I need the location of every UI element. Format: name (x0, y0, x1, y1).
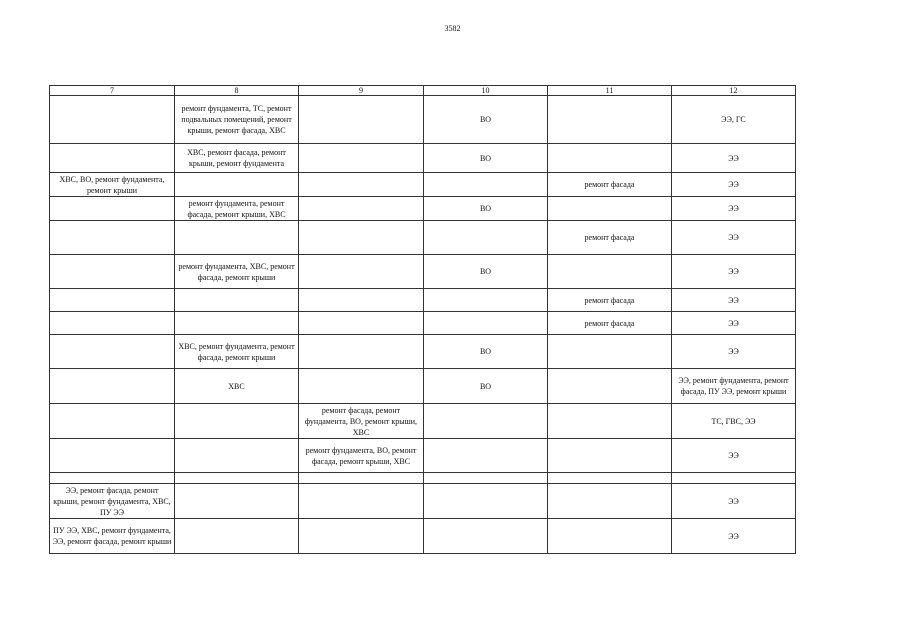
table-cell: ЭЭ (672, 519, 796, 554)
table-cell (299, 369, 424, 404)
table-cell (175, 221, 299, 255)
table-cell (424, 173, 548, 197)
table-cell (175, 404, 299, 439)
table-cell: ЭЭ (672, 197, 796, 221)
table-cell (50, 335, 175, 369)
table-row (50, 173, 796, 197)
table-cell: ПУ ЭЭ, ХВС, ремонт фундамента, ЭЭ, ремонт фасада, ремонт крыши (50, 519, 175, 554)
column-header: 8 (175, 86, 299, 96)
table-cell: ЭЭ (672, 289, 796, 312)
table-cell: ремонт фасада (548, 173, 672, 197)
table-row (50, 221, 796, 255)
table-cell (175, 173, 299, 197)
table-cell (299, 255, 424, 289)
register-table (49, 85, 796, 554)
column-header: 11 (548, 86, 672, 96)
table-cell (548, 144, 672, 173)
table-cell: ХВС, ремонт фундамента, ремонт фасада, ремонт крыши (175, 335, 299, 369)
table-cell (548, 439, 672, 473)
table-cell (299, 197, 424, 221)
table-cell (175, 439, 299, 473)
table-cell: ремонт фасада, ремонт фундамента, ВО, ремонт крыши, ХВС (299, 404, 424, 439)
table-cell: ЭЭ, ремонт фундамента, ремонт фасада, ПУ ЭЭ, ремонт крыши (672, 369, 796, 404)
table-row (50, 312, 796, 335)
table-row (50, 484, 796, 519)
table-cell: ремонт фундамента, ТС, ремонт подвальных помещений, ремонт крыши, ремонт фасада, ХВС (175, 96, 299, 144)
table-cell (424, 473, 548, 484)
table-cell (548, 369, 672, 404)
table-cell (548, 484, 672, 519)
table-cell (548, 335, 672, 369)
table-cell (548, 404, 672, 439)
table-cell: ремонт фасада (548, 312, 672, 335)
table-row (50, 439, 796, 473)
table-cell (299, 221, 424, 255)
table-row (50, 197, 796, 221)
table-cell (50, 312, 175, 335)
table-cell: ХВС, ремонт фасада, ремонт крыши, ремонт фундамента (175, 144, 299, 173)
table-cell (548, 255, 672, 289)
table-cell: ЭЭ, ремонт фасада, ремонт крыши, ремонт фундамента, ХВС, ПУ ЭЭ (50, 484, 175, 519)
table-row (50, 519, 796, 554)
page-number: 3582 (444, 24, 461, 33)
column-header: 7 (50, 86, 175, 96)
table-cell: ремонт фасада (548, 289, 672, 312)
table-cell (299, 312, 424, 335)
table-cell: ЭЭ (672, 221, 796, 255)
table-cell (424, 312, 548, 335)
table-cell (50, 221, 175, 255)
table-row (50, 96, 796, 144)
table-cell: ремонт фундамента, ХВС, ремонт фасада, ремонт крыши (175, 255, 299, 289)
table-cell: ремонт фундамента, ремонт фасада, ремонт крыши, ХВС (175, 197, 299, 221)
table-cell (548, 96, 672, 144)
table-row (50, 255, 796, 289)
table-cell (424, 439, 548, 473)
table-cell: ВО (424, 255, 548, 289)
table-cell: ЭЭ (672, 312, 796, 335)
table-cell (50, 369, 175, 404)
table-cell (50, 96, 175, 144)
table-cell: ВО (424, 369, 548, 404)
header-row (50, 86, 796, 96)
table-row (50, 144, 796, 173)
table-cell: ХВС, ВО, ремонт фундамента, ремонт крыши (50, 173, 175, 197)
table-cell (299, 96, 424, 144)
table-row (50, 289, 796, 312)
table-cell (424, 289, 548, 312)
table-cell (50, 255, 175, 289)
table-cell (50, 289, 175, 312)
table-cell (299, 173, 424, 197)
table-cell (50, 144, 175, 173)
table-cell (299, 484, 424, 519)
table-row (50, 473, 796, 484)
table-cell: ХВС (175, 369, 299, 404)
table-cell (299, 335, 424, 369)
table-cell: ЭЭ (672, 255, 796, 289)
table-cell (548, 473, 672, 484)
table-cell (299, 289, 424, 312)
table-cell (50, 473, 175, 484)
table-cell (548, 197, 672, 221)
table-cell: ЭЭ (672, 144, 796, 173)
table-cell (175, 519, 299, 554)
table-row (50, 335, 796, 369)
table-cell (50, 197, 175, 221)
table-cell: ТС, ГВС, ЭЭ (672, 404, 796, 439)
table-cell (50, 404, 175, 439)
table-cell (299, 519, 424, 554)
table-cell (50, 439, 175, 473)
table-cell: ЭЭ (672, 439, 796, 473)
table-row (50, 404, 796, 439)
table-cell: ВО (424, 197, 548, 221)
table-cell (672, 473, 796, 484)
table-cell (424, 519, 548, 554)
table-cell (548, 519, 672, 554)
table-cell: ремонт фасада (548, 221, 672, 255)
column-header: 10 (424, 86, 548, 96)
table-cell: ЭЭ (672, 335, 796, 369)
table-cell: ВО (424, 96, 548, 144)
column-header: 9 (299, 86, 424, 96)
table-cell (299, 473, 424, 484)
table-cell (175, 289, 299, 312)
table-cell (424, 404, 548, 439)
table-cell (175, 473, 299, 484)
table-cell (424, 221, 548, 255)
table-cell: ЭЭ (672, 484, 796, 519)
table-cell (175, 312, 299, 335)
table-cell: ЭЭ, ГС (672, 96, 796, 144)
table-cell (299, 144, 424, 173)
table-cell (175, 484, 299, 519)
table-cell: ремонт фундамента, ВО, ремонт фасада, ремонт крыши, ХВС (299, 439, 424, 473)
column-header: 12 (672, 86, 796, 96)
table-row (50, 369, 796, 404)
table-cell: ВО (424, 335, 548, 369)
table-cell: ВО (424, 144, 548, 173)
table-cell (424, 484, 548, 519)
table-cell: ЭЭ (672, 173, 796, 197)
